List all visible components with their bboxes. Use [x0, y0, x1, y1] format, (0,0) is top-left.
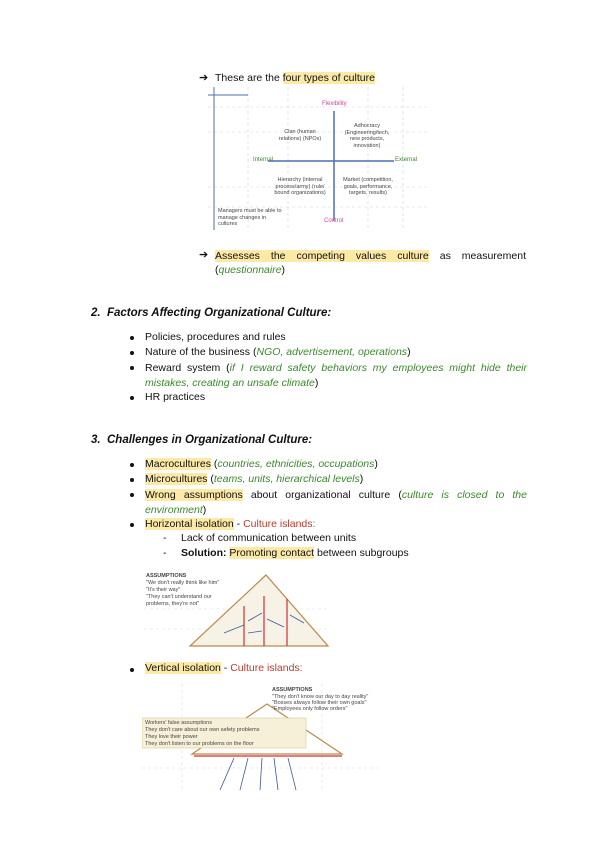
- list-item: [145, 473, 363, 485]
- item-red: Culture islands:: [243, 518, 316, 530]
- section-2-heading: [91, 307, 331, 319]
- intro-highlight: four types of culture: [282, 72, 375, 84]
- item-highlight: Vertical isolation: [145, 662, 221, 674]
- section-number: 3.: [91, 434, 101, 446]
- solution-label: Solution:: [181, 547, 227, 559]
- assumptions-heading: ASSUMPTIONS: [272, 687, 313, 693]
- item-tail: between subgroups: [314, 547, 409, 559]
- market-quadrant-text: Market (competition, goals, performance, targets, results): [343, 177, 393, 196]
- internal-label: Internal: [253, 157, 274, 163]
- sub-item: Lack of communication between units: [181, 532, 357, 544]
- assumption-line: "We don't really think like him": [146, 580, 220, 586]
- assumption-line: "It's their way": [146, 587, 181, 593]
- adhocracy-quadrant-text: Adhocracy (Engineering/tech, new products, innovation): [344, 123, 390, 149]
- competing-values-diagram: [208, 87, 428, 230]
- section-number: 2.: [91, 307, 101, 319]
- section-title: Challenges in Organizational Culture:: [106, 434, 313, 446]
- item-text: about organizational culture (: [242, 489, 402, 501]
- paren: ): [202, 504, 207, 516]
- assumption-line: "They can't understand our problems, they're not": [146, 594, 212, 607]
- paren: ): [281, 264, 286, 276]
- bullet-icon: [130, 463, 134, 467]
- item-highlight: Macrocultures: [145, 458, 211, 470]
- item-text: Nature of the business (: [145, 346, 257, 358]
- assumptions-heading: ASSUMPTIONS: [146, 573, 187, 579]
- item-green: teams, units, hierarchical levels: [213, 473, 360, 485]
- item-green: if I reward safety behaviors my employees might hide their mistakes, creating an unsafe climate: [145, 362, 527, 389]
- assumption-line: "They don't know our day to day reality": [272, 694, 369, 700]
- list-item: [145, 346, 411, 358]
- bullet-icon: [130, 478, 134, 482]
- item-highlight: Microcultures: [145, 473, 208, 485]
- paren: (: [210, 458, 218, 470]
- bullet-icon: [130, 351, 134, 355]
- list-item: [145, 361, 527, 391]
- sub-item: [181, 547, 409, 559]
- assumption-line: "Bosses always follow their own goals": [272, 700, 367, 706]
- assess-middle: as measurement: [428, 250, 526, 262]
- assumption-line: "Employees only follow orders": [272, 706, 348, 712]
- managers-note: Managers must be able to manage changes in cultures: [218, 208, 282, 227]
- external-label: External: [395, 157, 418, 163]
- intro-line: [215, 72, 375, 84]
- vertical-isolation-diagram: [142, 684, 378, 792]
- list-item: HR practices: [145, 391, 206, 403]
- dash-icon: -: [163, 547, 167, 559]
- item-tail: ): [314, 377, 319, 389]
- item-green: countries, ethnicities, occupations: [217, 458, 375, 470]
- box-line: Workers' false assumptions: [145, 720, 212, 726]
- assess-line-1: [215, 249, 526, 264]
- item-green: culture is closed to the environment: [145, 489, 527, 516]
- intro-text: These are the: [215, 72, 283, 84]
- arrow-bullet-icon: ➔: [199, 249, 209, 261]
- dash-icon: -: [163, 532, 167, 544]
- arrow-bullet-icon: ➔: [199, 72, 209, 84]
- item-text: Reward system (: [145, 362, 230, 374]
- clan-quadrant-text: Clan (human relations) (NPOs): [278, 129, 322, 142]
- horizontal-isolation-diagram: [144, 569, 330, 649]
- box-line: They don't care about our own safety problems: [145, 727, 260, 733]
- item-highlight: Wrong assumptions: [145, 489, 243, 501]
- flexibility-label: Flexibility: [322, 101, 347, 107]
- item-dash: -: [220, 662, 231, 674]
- assess-line-2: [215, 264, 285, 276]
- item-tail: ): [407, 346, 411, 358]
- bullet-icon: [130, 523, 134, 527]
- section-3-heading: [91, 434, 312, 446]
- bullet-icon: [130, 336, 134, 340]
- paren: ): [359, 473, 364, 485]
- item-highlight: Promoting contact: [229, 547, 315, 559]
- questionnaire-text: questionnaire: [218, 264, 282, 276]
- bullet-icon: [130, 366, 134, 370]
- list-item: [145, 488, 527, 518]
- item-green: NGO, advertisement, operations: [256, 346, 408, 358]
- section-title: Factors Affecting Organizational Culture:: [106, 307, 332, 319]
- hierarchy-quadrant-text: Hierarchy (internal process/army) (rule/ bound organizations): [274, 177, 326, 196]
- box-line: They love their power: [145, 734, 198, 740]
- assess-highlight: Assesses the competing values culture: [215, 250, 429, 262]
- item-dash: -: [233, 518, 244, 530]
- paren: (: [215, 264, 219, 276]
- list-item: [145, 518, 315, 530]
- item-highlight: Horizontal isolation: [145, 518, 234, 530]
- list-item: Policies, procedures and rules: [145, 331, 286, 343]
- paren: ): [374, 458, 378, 470]
- box-line: They don't listen to our problems on the floor: [145, 741, 254, 747]
- paren: (: [207, 473, 214, 485]
- list-item: [145, 458, 378, 470]
- control-label: Control: [324, 218, 344, 224]
- list-item: [145, 662, 303, 674]
- bullet-icon: [130, 668, 134, 672]
- bullet-icon: [130, 396, 134, 400]
- item-red: Culture islands:: [230, 662, 303, 674]
- bullet-icon: [130, 493, 134, 497]
